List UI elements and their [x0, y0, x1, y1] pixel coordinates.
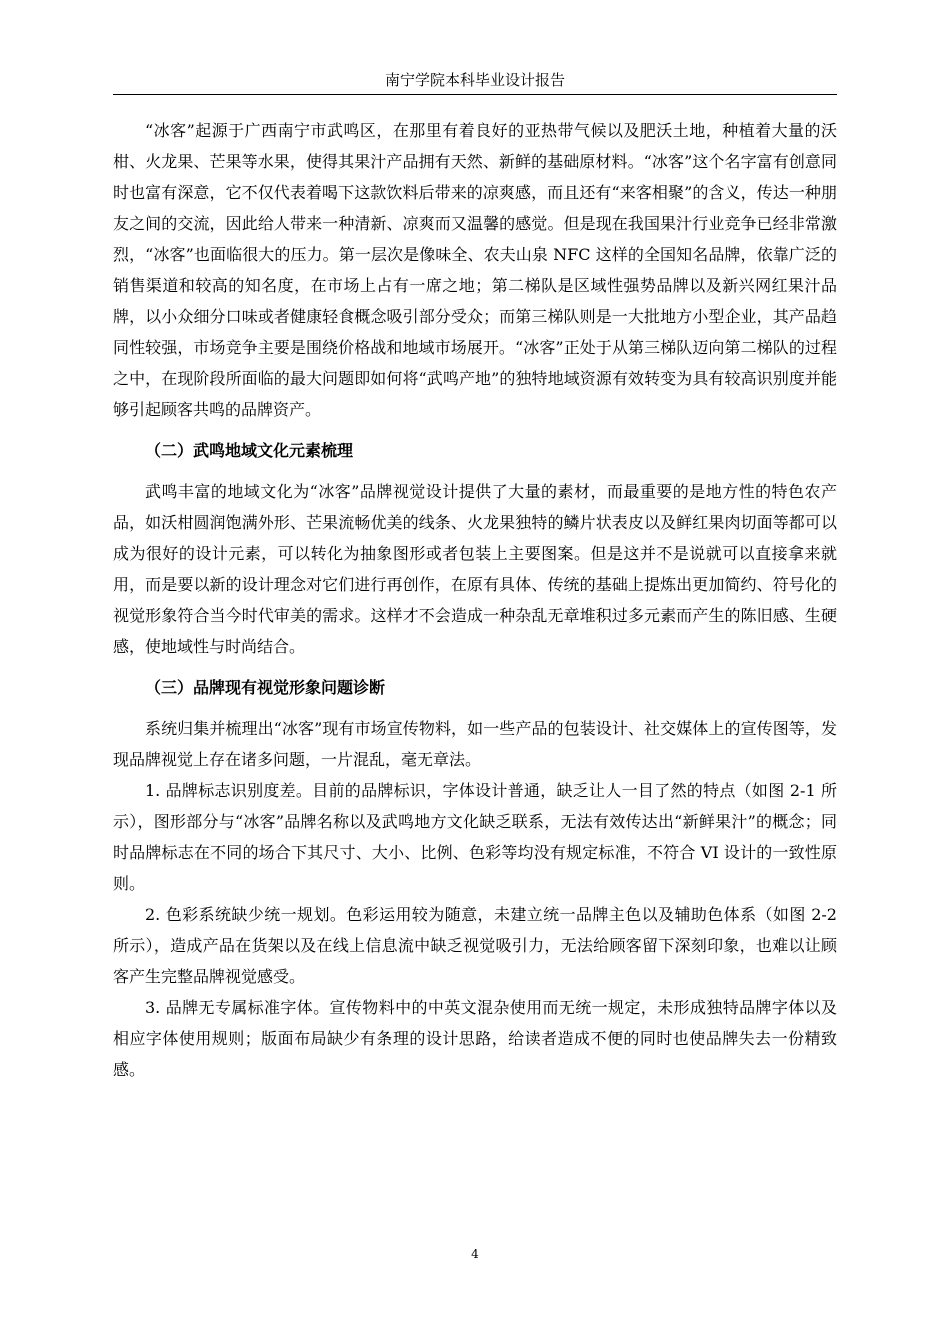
regional-culture-paragraph: 武鸣丰富的地域文化为“冰客”品牌视觉设计提供了大量的素材，而最重要的是地方性的特色农产品，如沃柑圆润饱满外形、芒果流畅优美的线条、火龙果独特的鳞片状表皮以及鲜红果肉切面等都可以成为很好的设计元素，可以转化为抽象图形或者包装上主要图案。但是这并不是说就可以直接拿来就用，而是要以新的设计理念对它们进行再创作，在原有具体、传统的基础上提炼出更加简约、符号化的视觉形象符合当今时代审美的需求。这样才不会造成一种杂乱无章堆积过多元素而产生的陈旧感、生硬感，使地域性与时尚结合。	[113, 482, 837, 656]
page-content	[113, 115, 837, 1085]
header-rule	[113, 94, 837, 95]
diagnosis-item-logo: 1. 品牌标志识别度差。目前的品牌标识，字体设计普通，缺乏让人一目了然的特点（如图 2-1 所示），图形部分与“冰客”品牌名称以及武鸣地方文化缺乏联系，无法有效传达出“新鲜果汁”的概念；同时品牌标志在不同的场合下其尺寸、大小、比例、色彩等均没有规定标准，不符合 VI 设计的一致性原则。	[113, 781, 837, 893]
section-heading-regional-culture: （二）武鸣地域文化元素梳理	[145, 441, 354, 460]
diagnosis-item-typeface: 3. 品牌无专属标准字体。宣传物料中的中英文混杂使用而无统一规定，未形成独特品牌字体以及相应字体使用规则；版面布局缺少有条理的设计思路，给读者造成不便的同时也使品牌失去一份精致感。	[113, 998, 837, 1079]
section-heading-visual-diagnosis: （三）品牌现有视觉形象问题诊断	[145, 678, 386, 697]
intro-paragraph: “冰客”起源于广西南宁市武鸣区，在那里有着良好的亚热带气候以及肥沃土地，种植着大量的沃柑、火龙果、芒果等水果，使得其果汁产品拥有天然、新鲜的基础原材料。“冰客”这个名字富有创意同时也富有深意，它不仅代表着喝下这款饮料后带来的凉爽感，而且还有“来客相聚”的含义，传达一种朋友之间的交流，因此给人带来一种清新、凉爽而又温馨的感觉。但是现在我国果汁行业竞争已经非常激烈，“冰客”也面临很大的压力。第一层次是像味全、农夫山泉 NFC 这样的全国知名品牌，依靠广泛的销售渠道和较高的知名度，在市场上占有一席之地；第二梯队是区域性强势品牌以及新兴网红果汁品牌，以小众细分口味或者健康轻食概念吸引部分受众；而第三梯队则是一大批地方小型企业，其产品趋同性较强，市场竞争主要是围绕价格战和地域市场展开。“冰客”正处于从第三梯队迈向第二梯队的过程之中，在现阶段所面临的最大问题即如何将“武鸣产地”的独特地域资源有效转变为具有较高识别度并能够引起顾客共鸣的品牌资产。	[113, 121, 837, 419]
visual-diagnosis-intro: 系统归集并梳理出“冰客”现有市场宣传物料，如一些产品的包装设计、社交媒体上的宣传图等，发现品牌视觉上存在诸多问题，一片混乱，毫无章法。	[113, 719, 837, 769]
diagnosis-item-color: 2. 色彩系统缺少统一规划。色彩运用较为随意，未建立统一品牌主色以及辅助色体系（如图 2-2 所示），造成产品在货架以及在线上信息流中缺乏视觉吸引力，无法给顾客留下深刻印象，也难以让顾客产生完整品牌视觉感受。	[113, 905, 837, 986]
page-number: 4	[471, 1247, 479, 1261]
running-header: 南宁学院本科毕业设计报告	[384, 71, 565, 89]
